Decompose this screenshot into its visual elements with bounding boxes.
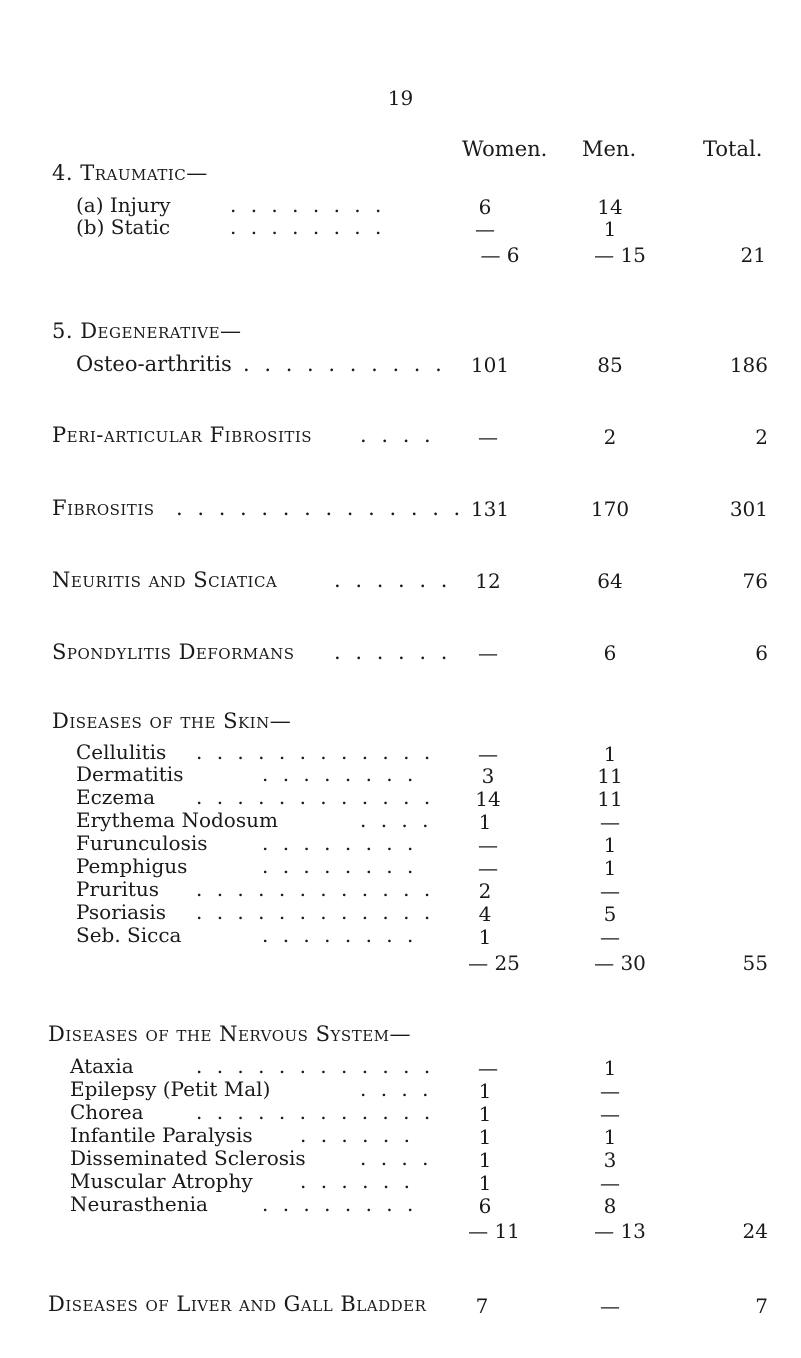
value-women: 1 — [478, 1125, 492, 1149]
value-women: 12 — [475, 569, 501, 593]
value-women: 1 — [478, 1171, 492, 1195]
leader-dots: . . . . . . . . — [230, 215, 386, 239]
row-label: (b) Static — [76, 215, 171, 239]
value-women: 131 — [470, 497, 510, 521]
row-label-peri-articular: Peri-articular Fibrositis — [52, 423, 313, 447]
value-men: 14 — [597, 195, 623, 219]
value-men: 85 — [597, 353, 623, 377]
leader-dots: . . . . . . — [300, 1169, 414, 1193]
section-title-skin: Diseases of the Skin— — [52, 709, 292, 733]
section-title-nervous: Diseases of the Nervous System— — [48, 1022, 412, 1046]
leader-dots: . . . . . . . . . . . . — [196, 785, 435, 809]
value-women: — — [478, 1056, 498, 1080]
leader-dots: . . . . — [360, 1146, 433, 1170]
value-men: 1 — [603, 217, 617, 241]
value-men: 8 — [603, 1194, 617, 1218]
value-total: 301 — [729, 497, 768, 521]
subtotal-total: 21 — [740, 243, 766, 267]
row-label: Furunculosis — [76, 831, 208, 855]
leader-dots: . . . . . . . . . . . . . . — [176, 496, 465, 520]
row-label: Erythema Nodosum — [76, 808, 278, 832]
leader-dots: . . . . . . . . . . . . — [196, 1100, 435, 1124]
subtotal-women: — 6 — [480, 243, 520, 267]
value-women: — — [475, 217, 495, 241]
value-total: 186 — [729, 353, 768, 377]
row-label: Pemphigus — [76, 854, 188, 878]
subtotal-men: — 30 — [594, 951, 646, 975]
value-women: 6 — [478, 195, 492, 219]
leader-dots: . . . . . . . . — [230, 193, 386, 217]
value-men: 1 — [603, 1056, 617, 1080]
value-men: 6 — [603, 641, 617, 665]
value-women: 6 — [478, 1194, 492, 1218]
row-label: Psoriasis — [76, 900, 167, 924]
value-men: 1 — [603, 1125, 617, 1149]
value-men: 5 — [603, 902, 617, 926]
value-men: 1 — [603, 856, 617, 880]
leader-dots: . . . . . . . . — [262, 762, 418, 786]
row-label: Seb. Sicca — [76, 923, 182, 947]
value-women: 1 — [478, 1079, 492, 1103]
leader-dots: . . . . . . . . — [262, 854, 418, 878]
leader-dots: . . . . — [360, 808, 433, 832]
value-men: 1 — [603, 833, 617, 857]
leader-dots: . . . . . . . . . . . . — [196, 1054, 435, 1078]
subtotal-men: — 13 — [594, 1219, 646, 1243]
leader-dots: . . . . . . — [334, 640, 452, 664]
row-label-spondylitis: Spondylitis Deformans — [52, 640, 295, 664]
value-women: 3 — [481, 764, 495, 788]
value-total: 7 — [755, 1294, 768, 1318]
value-women: 4 — [478, 902, 492, 926]
value-women: 1 — [478, 1102, 492, 1126]
value-women: 1 — [478, 1148, 492, 1172]
value-total: 76 — [742, 569, 768, 593]
section-title-degenerative: 5. Degenerative— — [52, 319, 242, 343]
value-total: 6 — [755, 641, 768, 665]
row-label-liver: Diseases of Liver and Gall Bladder — [48, 1292, 427, 1316]
row-label-neuritis: Neuritis and Sciatica — [52, 568, 278, 592]
column-header-women: Women. — [462, 137, 548, 161]
value-men: — — [600, 1079, 620, 1103]
subtotal-women: — 11 — [468, 1219, 520, 1243]
value-men: — — [600, 1171, 620, 1195]
leader-dots: . . . . . . . . — [262, 923, 418, 947]
value-women: 101 — [470, 353, 510, 377]
value-men: — — [600, 810, 620, 834]
row-label: Pruritus — [76, 877, 160, 901]
value-men: 170 — [590, 497, 630, 521]
row-label: Disseminated Sclerosis — [70, 1146, 306, 1170]
value-women: — — [478, 833, 498, 857]
row-label: Osteo-arthritis — [76, 352, 232, 376]
row-label: Dermatitis — [76, 762, 184, 786]
subtotal-men: — 15 — [594, 243, 646, 267]
value-men: 2 — [603, 425, 617, 449]
leader-dots: . . . . . . . . . . . . — [196, 740, 435, 764]
value-men: 11 — [597, 787, 623, 811]
row-label: Chorea — [70, 1100, 144, 1124]
row-label: Eczema — [76, 785, 156, 809]
row-label: Cellulitis — [76, 740, 167, 764]
value-men: — — [600, 1294, 620, 1318]
value-men: 3 — [603, 1148, 617, 1172]
leader-dots: . . . . . . . . . . . . — [196, 900, 435, 924]
value-men: 1 — [603, 742, 617, 766]
subtotal-total: 24 — [742, 1219, 768, 1243]
value-women: — — [478, 856, 498, 880]
leader-dots: . . . . . . — [334, 568, 452, 592]
column-header-men: Men. — [582, 137, 637, 161]
leader-dots: . . . . . . . . . . — [243, 352, 446, 376]
row-label: (a) Injury — [76, 193, 171, 217]
value-men: 64 — [597, 569, 623, 593]
value-women: 1 — [478, 925, 492, 949]
subtotal-total: 55 — [742, 951, 768, 975]
leader-dots: . . . . . . . . . . . . — [196, 877, 435, 901]
value-men: — — [600, 1102, 620, 1126]
value-men: — — [600, 879, 620, 903]
leader-dots: . . . . . . . . — [262, 1192, 418, 1216]
value-men: 11 — [597, 764, 623, 788]
row-label: Infantile Paralysis — [70, 1123, 253, 1147]
subtotal-women: — 25 — [468, 951, 520, 975]
column-header-total: Total. — [703, 137, 763, 161]
value-total: 2 — [755, 425, 768, 449]
value-women: — — [478, 641, 498, 665]
value-women: 1 — [478, 810, 492, 834]
row-label: Epilepsy (Petit Mal) — [70, 1077, 271, 1101]
row-label-fibrositis: Fibrositis — [52, 496, 155, 520]
value-women: — — [478, 742, 498, 766]
page-number: 19 — [387, 86, 414, 110]
row-label: Ataxia — [70, 1054, 134, 1078]
value-women: 2 — [478, 879, 492, 903]
row-label: Neurasthenia — [70, 1192, 208, 1216]
leader-dots: . . . . . . . . — [262, 831, 418, 855]
value-men: — — [600, 925, 620, 949]
value-women: — — [478, 425, 498, 449]
leader-dots: . . . . — [360, 423, 435, 447]
leader-dots: . . . . . . — [300, 1123, 414, 1147]
value-women: 14 — [475, 787, 501, 811]
value-women: 7 — [475, 1294, 489, 1318]
section-title-traumatic: 4. Traumatic— — [52, 161, 208, 185]
row-label: Muscular Atrophy — [70, 1169, 253, 1193]
leader-dots: . . . . — [360, 1077, 433, 1101]
